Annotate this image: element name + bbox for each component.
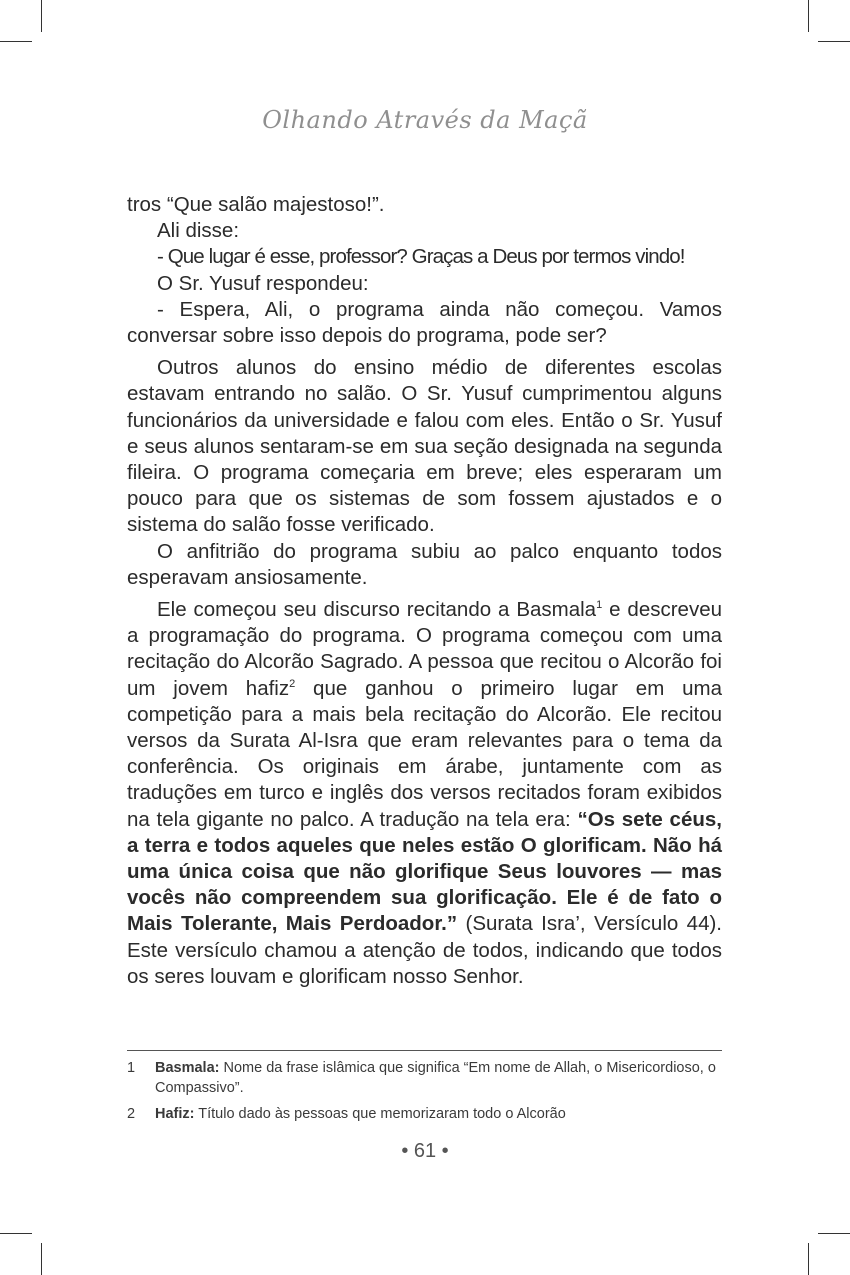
crop-mark [41, 1243, 42, 1275]
crop-mark [818, 41, 850, 42]
paragraph: O Sr. Yusuf respondeu: [157, 271, 369, 295]
footnote [127, 1058, 722, 1098]
text-run: (Surata Isra’, Versículo 44). Este versículo chamou a atenção de todos, indicando que todos os seres louvam e glorificam nosso Senhor. [127, 912, 723, 988]
crop-mark [818, 1233, 850, 1234]
paragraph: - Espera, Ali, o programa ainda não começou. Vamos conversar sobre isso depois do programa, pode ser? [127, 297, 722, 348]
paragraph [127, 597, 722, 990]
text-run: Ele começou seu discurso recitando a Basmala [157, 598, 597, 622]
crop-mark [0, 41, 32, 42]
crop-mark [808, 1243, 809, 1275]
text-run: que ganhou o primeiro lugar em uma competição para a mais bela recitação do Alcorão. Ele recitou versos da Surata Al-Isra que eram relevantes para o tema da conferência. Os originais em árabe, juntamente com as traduções em turco e inglês dos versos recitados foram exibidos na tela gigante no palco. A tradução na tela era: [127, 676, 722, 831]
footnote-number: 2 [127, 1106, 136, 1122]
crop-mark [0, 1233, 32, 1234]
running-head: Olhando Através da Maçã [262, 106, 588, 134]
footnote-text: Título dado às pessoas que memorizaram todo o Alcorão [194, 1106, 566, 1122]
paragraph: - Que lugar é esse, professor? Graças a Deus por termos vindo! [157, 245, 685, 269]
footnotes [127, 1058, 722, 1130]
footnote-rule [127, 1050, 722, 1051]
footnote-text: Nome da frase islâmica que significa “Em nome de Allah, o Misericordioso, o Compassivo”. [155, 1060, 716, 1096]
crop-mark [41, 0, 42, 32]
footnote-ref: 2 [289, 677, 296, 690]
footnote-term: Hafiz: [155, 1106, 195, 1122]
crop-mark [808, 0, 809, 32]
paragraph: tros “Que salão majestoso!”. [127, 193, 385, 216]
body-text [127, 192, 722, 990]
quoted-verse: “Os sete céus, a terra e todos aqueles que neles estão O glorificam. Não há uma única coisa que não glorifique Seus louvores — mas vocês não compreendem sua glorificação. Ele é de fato o Mais Tolerante, Mais Perdoador.” [127, 807, 722, 936]
paragraph: Outros alunos do ensino médio de diferentes escolas estavam entrando no salão. O Sr. Yusuf cumprimentou alguns funcionários da universidade e falou com eles. Então o Sr. Yusuf e seus alunos sentaram-se em sua seção designada na segunda fileira. O programa começaria em breve; eles esperaram um pouco para que os sistemas de som fossem ajustados e o sistema do salão fosse verificado. [127, 356, 722, 537]
page-number: • 61 • [401, 1140, 449, 1162]
footnote [127, 1104, 722, 1124]
footnote-term: Basmala: [155, 1060, 220, 1076]
paragraph: Ali disse: [157, 219, 240, 243]
footnote-ref: 1 [596, 599, 603, 612]
footnote-number: 1 [127, 1060, 136, 1076]
text-run: e descreveu a programação do programa. O programa começou com uma recitação do Alcorão Sagrado. A pessoa que recitou o Alcorão foi um jovem hafiz [127, 598, 722, 700]
paragraph: O anfitrião do programa subiu ao palco enquanto todos esperavam ansiosamente. [127, 539, 722, 589]
